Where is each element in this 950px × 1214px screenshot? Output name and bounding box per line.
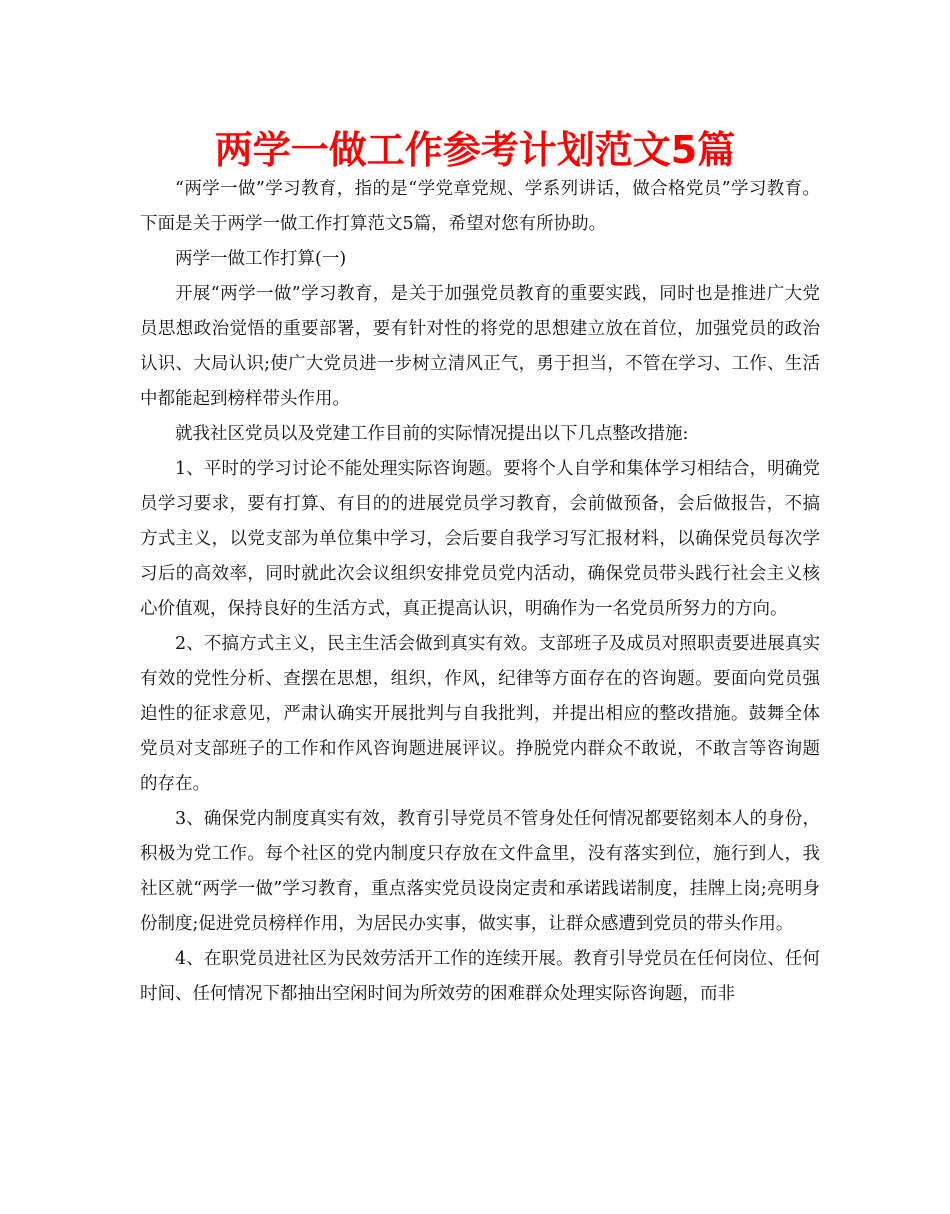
intro-paragraph: “两学一做”学习教育，指的是“学党章党规、学系列讲话，做合格党员”学习教育。下面是关于两学一做工作打算范文5篇，希望对您有所协助。	[140, 179, 820, 234]
document-title: 两学一做工作参考计划范文5篇	[214, 128, 736, 172]
list-item-1: 1、平时的学习讨论不能处理实际咨询题。要将个人自学和集体学习相结合，明确党员学习要求，要有打算、有目的的进展党员学习教育，会前做预备，会后做报告，不搞方式主义，以党支部为单位集中学习，会后要自我学习写汇报材料，以确保党员每次学习后的高效率，同时就此次会议组织安排党员党内活动，确保党员带头践行社会主义核心价值观，保持良好的生活方式，真正提高认识，明确作为一名党员所努力的方向。	[140, 459, 820, 619]
list-item-3: 3、确保党内制度真实有效，教育引导党员不管身处任何情况都要铭刻本人的身份，积极为党工作。每个社区的党内制度只存放在文件盒里，没有落实到位，施行到人，我社区就“两学一做”学习教育，重点落实党员设岗定责和承诺践诺制度，挂牌上岗;亮明身份制度;促进党员榜样作用，为居民办实事，做实事，让群众感遭到党员的带头作用。	[140, 809, 820, 934]
body-paragraph: 开展“两学一做”学习教育，是关于加强党员教育的重要实践，同时也是推进广大党员思想政治觉悟的重要部署，要有针对性的将党的思想建立放在首位，加强党员的政治认识、大局认识;使广大党员进一步树立清风正气，勇于担当，不管在学习、工作、生活中都能起到榜样带头作用。	[140, 284, 820, 409]
body-paragraph: 就我社区党员以及党建工作目前的实际情况提出以下几点整改措施:	[175, 424, 689, 444]
document-body	[140, 172, 820, 1012]
list-item-4: 4、在职党员进社区为民效劳活开工作的连续开展。教育引导党员在任何岗位、任何时间、任何情况下都抽出空闲时间为所效劳的困难群众处理实际咨询题，而非	[140, 949, 820, 1004]
list-item-2: 2、不搞方式主义，民主生活会做到真实有效。支部班子及成员对照职责要进展真实有效的党性分析、查摆在思想，组织，作风，纪律等方面存在的咨询题。要面向党员强迫性的征求意见，严肃认确实开展批判与自我批判，并提出相应的整改措施。鼓舞全体党员对支部班子的工作和作风咨询题进展评议。挣脱党内群众不敢说，不敢言等咨询题的存在。	[140, 634, 820, 794]
section-heading: 两学一做工作打算(一)	[175, 249, 347, 269]
